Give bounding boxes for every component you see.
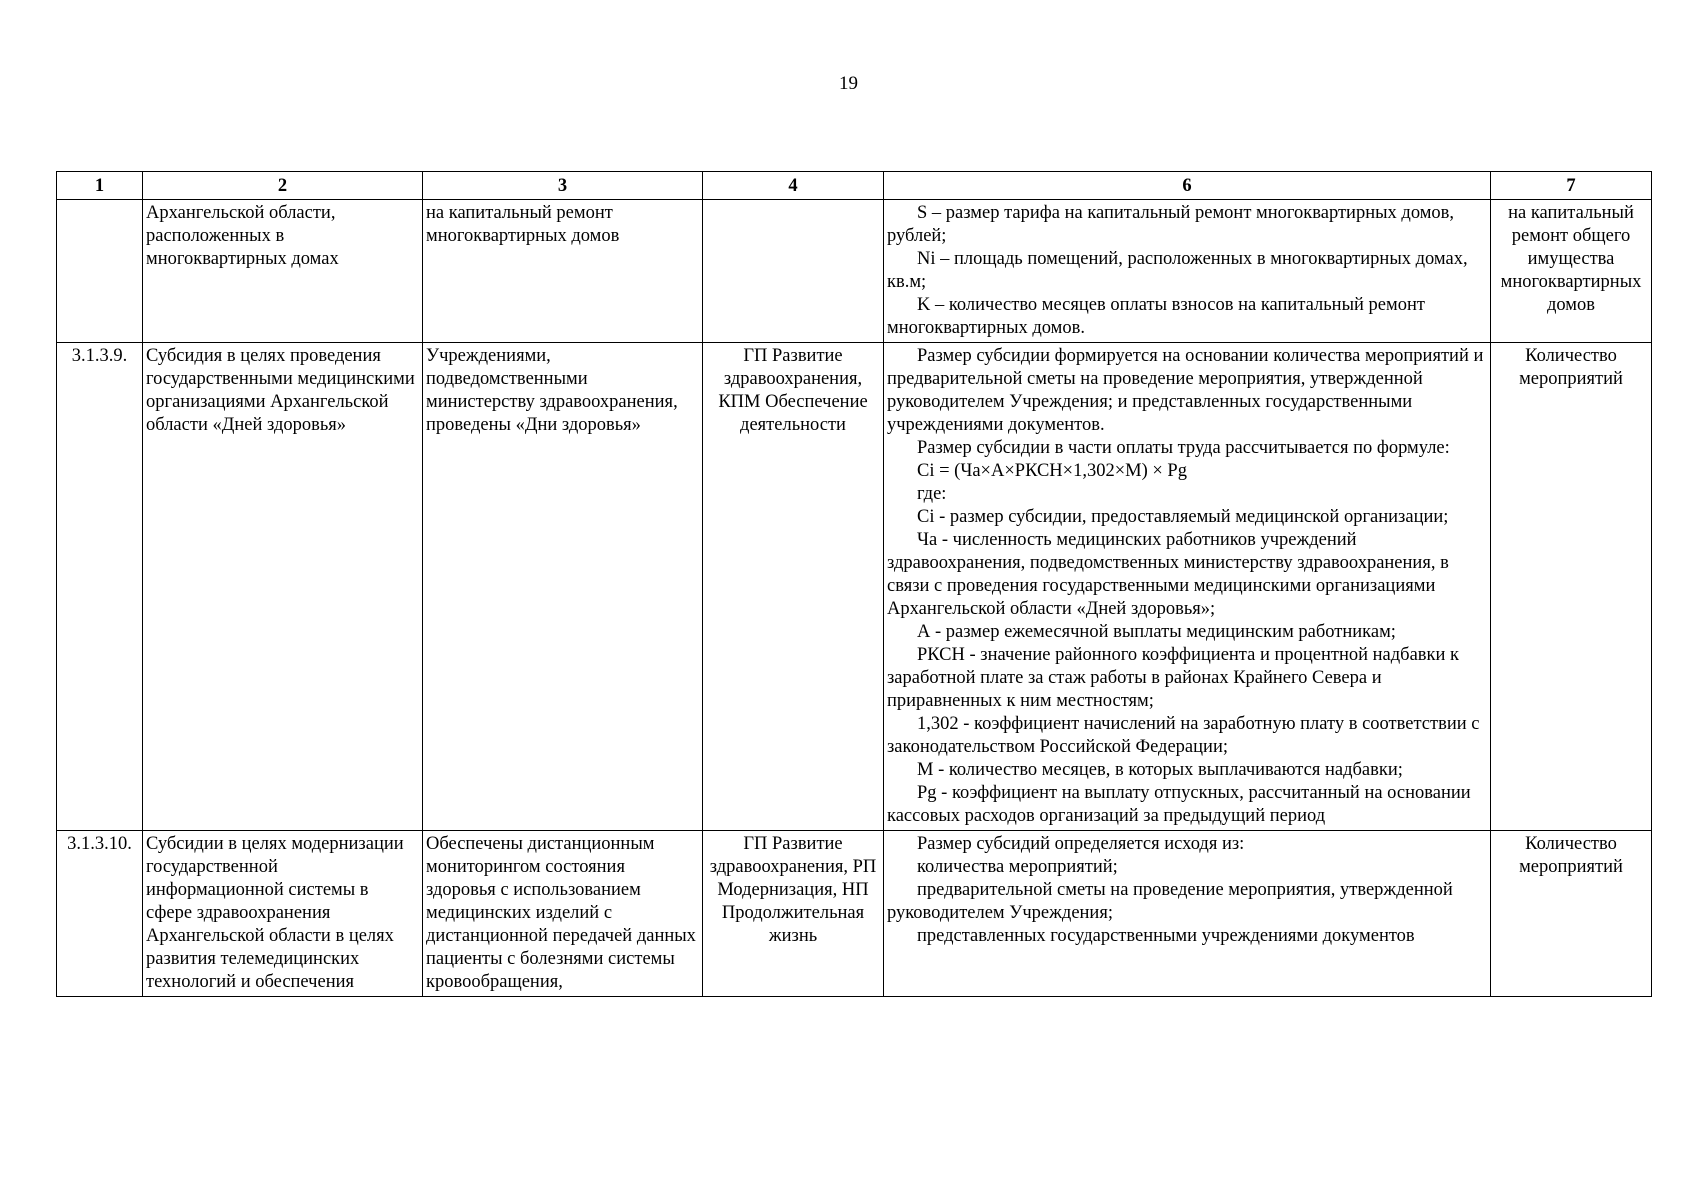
activity-name: Субсидии в целях модернизации государственной информационной системы в сфере здравоохранения Архангельской области в целях развития телемедицинских технологий и обеспечения [143,831,423,997]
method-paragraph: S – размер тарифа на капитальный ремонт многоквартирных домов, рублей; [887,203,1455,246]
method-paragraph: представленных государственными учреждениями документов [917,926,1415,946]
method-paragraph: количества мероприятий; [917,857,1118,877]
method-paragraph: Ча - численность медицинских работников учреждений здравоохранения, подведомственных министерству здравоохранения, в связи с проведения государственными медицинскими организациями Архангельской области «Дней здоровья»; [887,530,1449,619]
result-indicator: на капитальный ремонт общего имущества многоквартирных домов [1491,200,1652,343]
table-header-row [57,172,1652,200]
result-indicator: Количество мероприятий [1491,343,1652,831]
header-col-1: 1 [57,172,143,200]
row-number: 3.1.3.10. [57,831,143,997]
calculation-method [884,831,1491,997]
activity-name: Архангельской области, расположенных в многоквартирных домах [143,200,423,343]
method-paragraph: Ni – площадь помещений, расположенных в многоквартирных домах, кв.м; [887,249,1468,292]
expected-result: на капитальный ремонт многоквартирных домов [423,200,703,343]
row-number [57,200,143,343]
method-paragraph: М - количество месяцев, в которых выплачиваются надбавки; [917,760,1403,780]
page-number: 19 [839,73,858,94]
method-paragraph: Размер субсидии в части оплаты труда рассчитывается по формуле: [917,438,1450,458]
header-col-7: 7 [1491,172,1652,200]
expected-result: Обеспечены дистанционным мониторингом состояния здоровья с использованием медицинских изделий с дистанционной передачей данных пациенты с болезнями системы кровообращения, [423,831,703,997]
row-number: 3.1.3.9. [57,343,143,831]
header-col-6: 6 [884,172,1491,200]
method-paragraph: Ci - размер субсидии, предоставляемый медицинской организации; [917,507,1449,527]
calculation-method [884,343,1491,831]
header-col-4: 4 [703,172,884,200]
method-paragraph: Размер субсидии формируется на основании количества мероприятий и предварительной сметы на проведение мероприятия, утвержденной руководителем Учреждения; и представленных государственными учреждениями документов. [887,346,1484,435]
method-paragraph: предварительной сметы на проведение мероприятия, утвержденной руководителем Учреждения; [887,880,1453,923]
method-paragraph: Pg - коэффициент на выплату отпускных, рассчитанный на основании кассовых расходов организаций за предыдущий период [887,783,1471,826]
header-col-2: 2 [143,172,423,200]
method-paragraph: РКСН - значение районного коэффициента и процентной надбавки к заработной плате за стаж работы в районах Крайнего Севера и приравненных к ним местностям; [887,645,1460,711]
expected-result: Учреждениями, подведомственными министерству здравоохранения, проведены «Дни здоровья» [423,343,703,831]
method-paragraph: 1,302 - коэффициент начислений на заработную плату в соответствии с законодательством Российской Федерации; [887,714,1480,757]
table-row [57,200,1652,343]
program-name: ГП Развитие здравоохранения, РП Модернизация, НП Продолжительная жизнь [703,831,884,997]
program-name [703,200,884,343]
activity-name: Субсидия в целях проведения государственными медицинскими организациями Архангельской области «Дней здоровья» [143,343,423,831]
program-name: ГП Развитие здравоохранения, КПМ Обеспечение деятельности [703,343,884,831]
table-row [57,343,1652,831]
method-paragraph: А - размер ежемесячной выплаты медицинским работникам; [917,622,1396,642]
method-paragraph: Ci = (Ча×А×РКСН×1,302×М) × Pg [917,461,1187,481]
method-paragraph: Размер субсидий определяется исходя из: [917,834,1245,854]
calculation-method [884,200,1491,343]
header-col-3: 3 [423,172,703,200]
table-row [57,831,1652,997]
method-paragraph: K – количество месяцев оплаты взносов на капитальный ремонт многоквартирных домов. [887,295,1425,338]
activities-table [56,171,1652,997]
method-paragraph: где: [917,484,947,504]
result-indicator: Количество мероприятий [1491,831,1652,997]
